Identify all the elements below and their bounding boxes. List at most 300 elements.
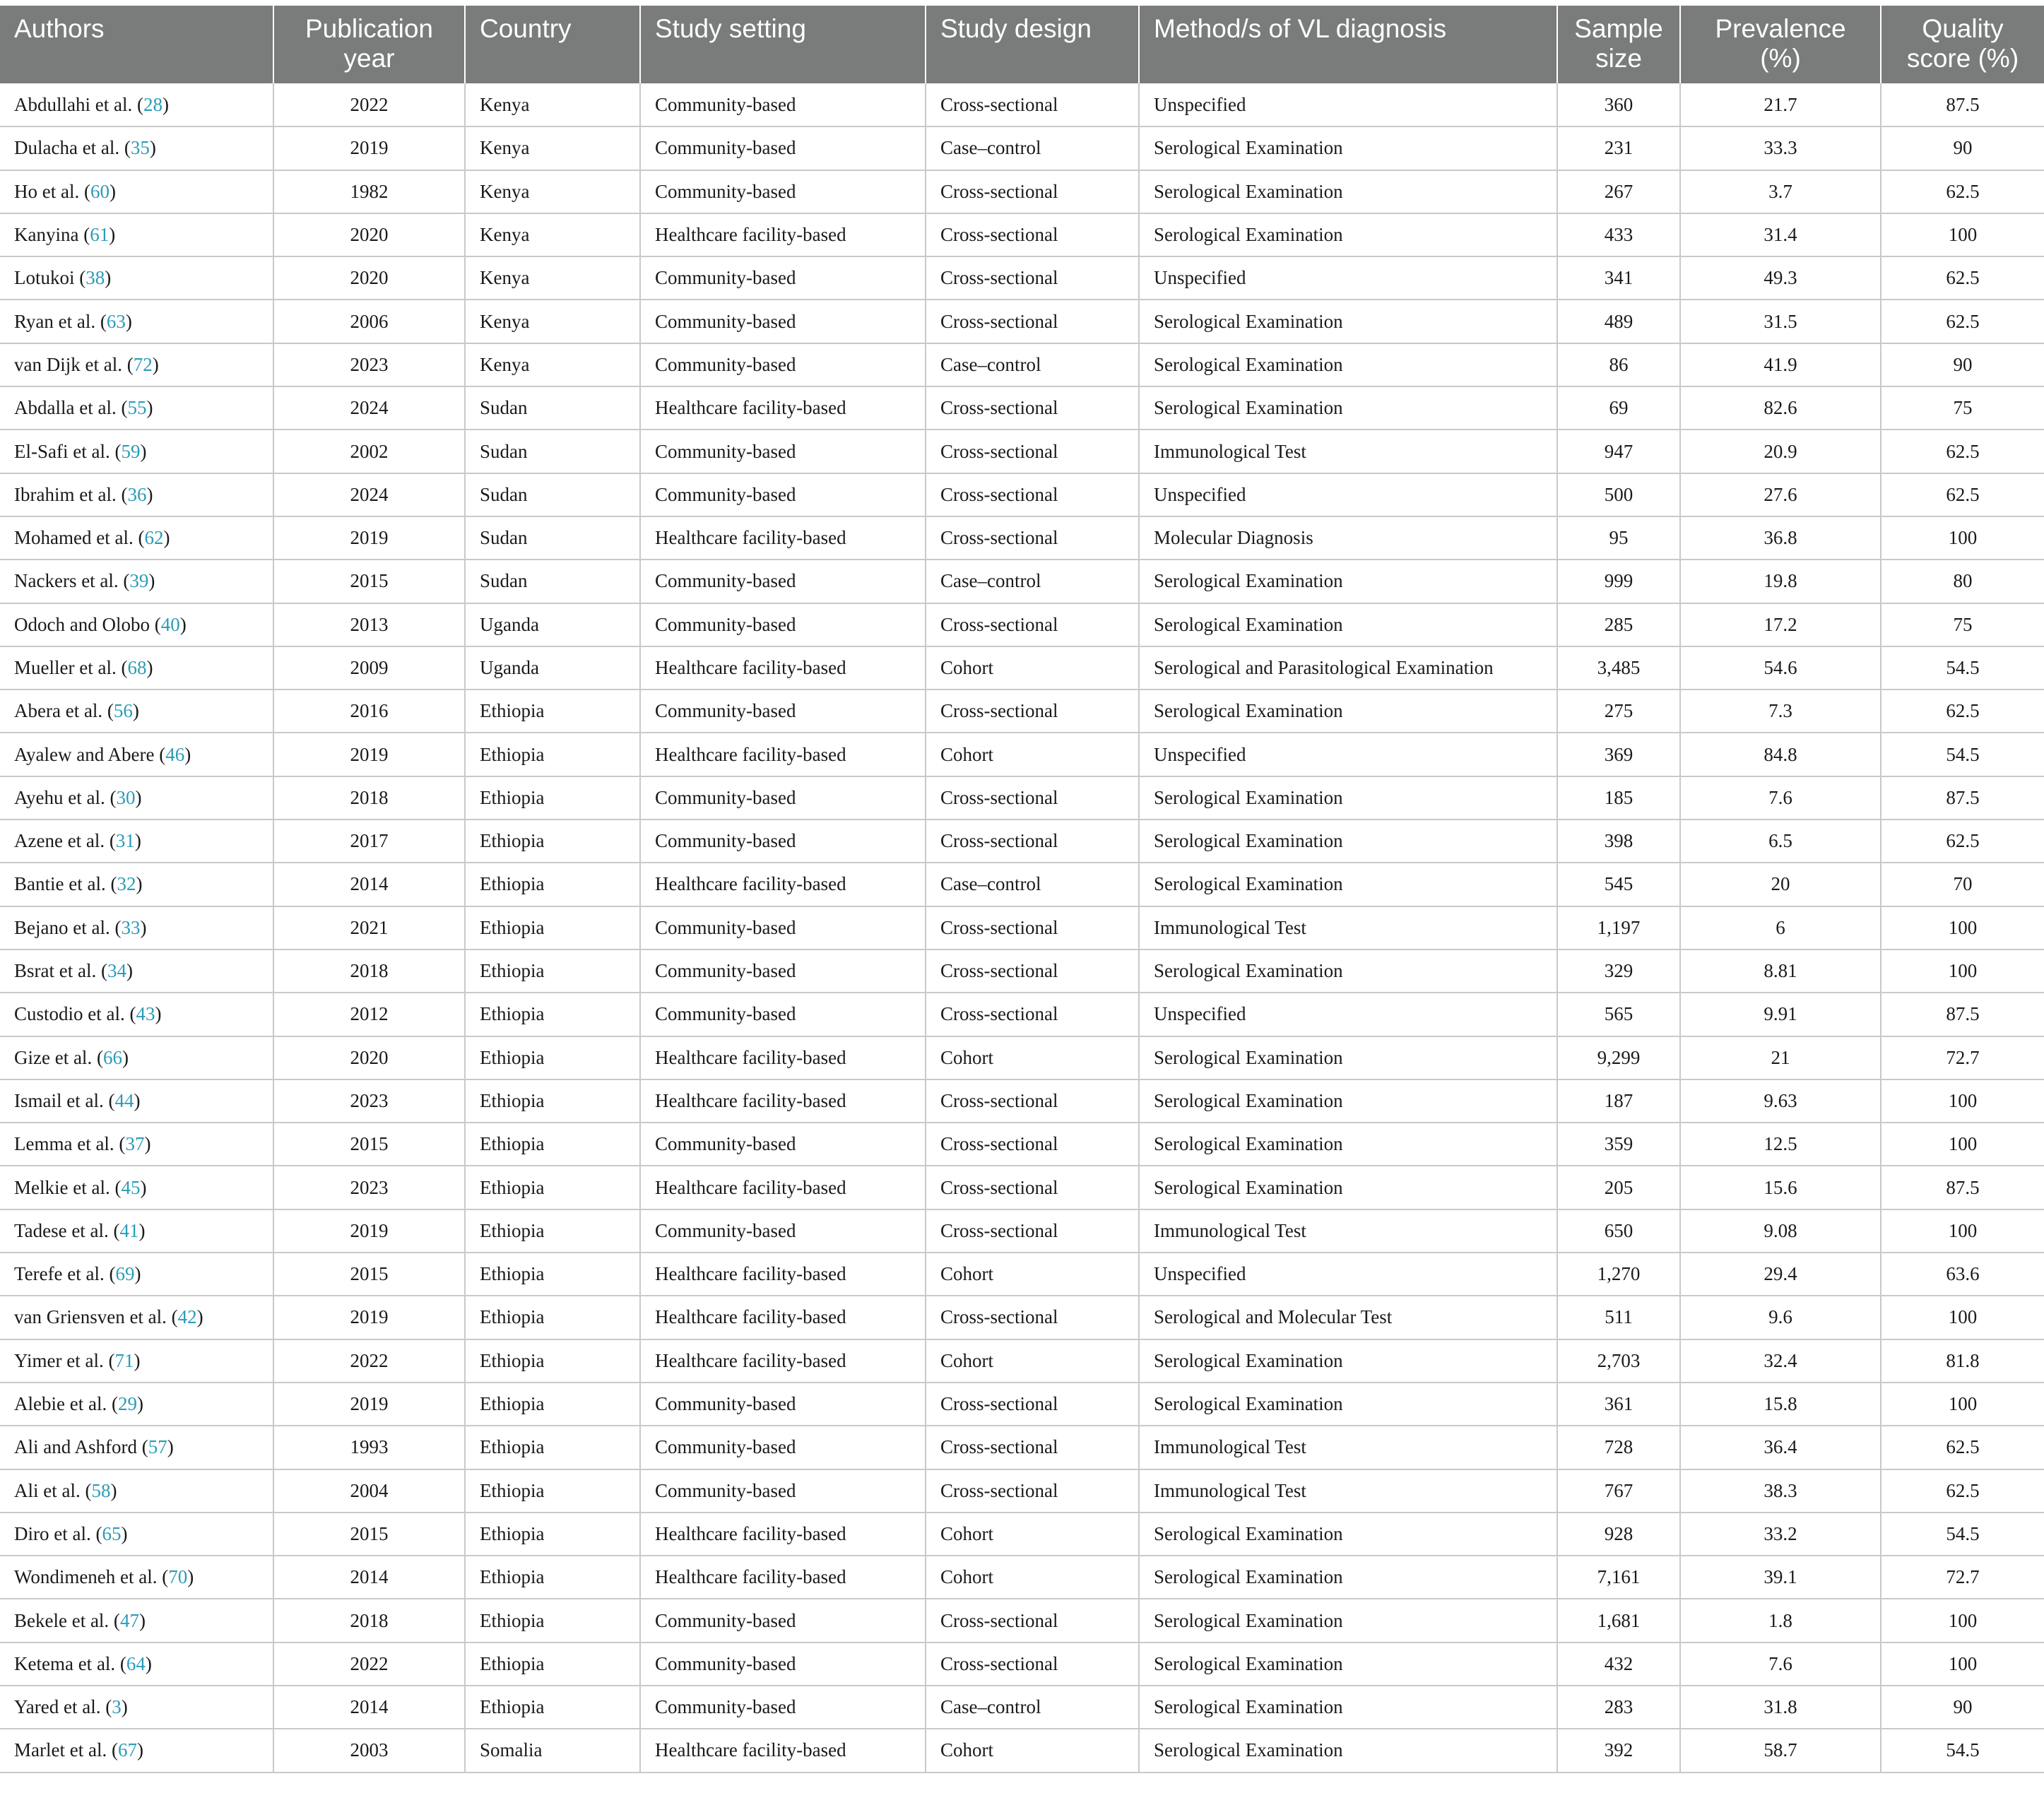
- reference-close-paren: ): [140, 1176, 147, 1198]
- cell-prevalence: 21.7: [1680, 83, 1881, 126]
- cell-author: [0, 1166, 273, 1209]
- table-row: [0, 343, 2044, 386]
- cell-country: Ethiopia: [465, 1296, 640, 1339]
- cell-author: [0, 603, 273, 646]
- cell-prevalence: 9.6: [1680, 1296, 1881, 1339]
- reference-link[interactable]: 31: [115, 830, 135, 852]
- cell-design: Cross-sectional: [926, 690, 1139, 733]
- cell-setting: Community-based: [640, 126, 926, 170]
- cell-sample-size: 433: [1557, 213, 1680, 256]
- cell-design: Cohort: [926, 646, 1139, 690]
- cell-author: [0, 1729, 273, 1772]
- cell-method: Immunological Test: [1139, 1469, 1557, 1513]
- cell-method: Serological Examination: [1139, 1729, 1557, 1772]
- cell-country: Kenya: [465, 256, 640, 300]
- cell-design: Case–control: [926, 126, 1139, 170]
- cell-year: 2024: [273, 386, 465, 430]
- header-quality-score: Quality score (%): [1881, 6, 2044, 83]
- cell-country: Ethiopia: [465, 776, 640, 819]
- header-publication-year: Publication year: [273, 6, 465, 83]
- cell-quality-score: 90: [1881, 343, 2044, 386]
- cell-quality-score: 90: [1881, 126, 2044, 170]
- reference-link[interactable]: 32: [117, 873, 136, 895]
- table-row: [0, 1383, 2044, 1426]
- cell-setting: Healthcare facility-based: [640, 1556, 926, 1599]
- cell-prevalence: 31.8: [1680, 1686, 1881, 1729]
- cell-country: Ethiopia: [465, 1469, 640, 1513]
- reference-link[interactable]: 58: [91, 1479, 111, 1501]
- cell-sample-size: 187: [1557, 1079, 1680, 1123]
- cell-setting: Healthcare facility-based: [640, 733, 926, 776]
- table-row: [0, 516, 2044, 560]
- cell-country: Kenya: [465, 213, 640, 256]
- cell-quality-score: 100: [1881, 1209, 2044, 1253]
- cell-design: Cross-sectional: [926, 1296, 1139, 1339]
- cell-prevalence: 7.6: [1680, 776, 1881, 819]
- table-row: [0, 863, 2044, 906]
- cell-author: [0, 863, 273, 906]
- cell-design: Case–control: [926, 863, 1139, 906]
- cell-author: [0, 1339, 273, 1383]
- author-name: Ibrahim et al. (: [14, 483, 128, 505]
- cell-author: [0, 646, 273, 690]
- cell-design: Cross-sectional: [926, 776, 1139, 819]
- cell-quality-score: 62.5: [1881, 473, 2044, 516]
- reference-link[interactable]: 71: [114, 1349, 134, 1371]
- cell-author: [0, 516, 273, 560]
- cell-setting: Community-based: [640, 1643, 926, 1686]
- author-name: Kanyina (: [14, 224, 90, 246]
- cell-prevalence: 9.63: [1680, 1079, 1881, 1123]
- reference-link[interactable]: 3: [112, 1696, 122, 1718]
- reference-link[interactable]: 34: [107, 960, 126, 982]
- cell-author: [0, 1036, 273, 1079]
- cell-quality-score: 90: [1881, 1686, 2044, 1729]
- author-name: Terefe et al. (: [14, 1263, 116, 1285]
- reference-link[interactable]: 57: [148, 1436, 167, 1458]
- cell-author: [0, 83, 273, 126]
- reference-link[interactable]: 35: [130, 137, 150, 159]
- cell-quality-score: 80: [1881, 560, 2044, 603]
- cell-design: Cross-sectional: [926, 1166, 1139, 1209]
- cell-sample-size: 489: [1557, 300, 1680, 343]
- reference-link[interactable]: 30: [116, 786, 136, 808]
- reference-link[interactable]: 37: [125, 1133, 145, 1155]
- cell-method: Serological and Parasitological Examination: [1139, 646, 1557, 690]
- cell-country: Kenya: [465, 300, 640, 343]
- cell-design: Cross-sectional: [926, 1469, 1139, 1513]
- table-row: [0, 430, 2044, 473]
- cell-sample-size: 1,270: [1557, 1253, 1680, 1296]
- reference-close-paren: ): [109, 180, 116, 202]
- cell-prevalence: 1.8: [1680, 1599, 1881, 1642]
- cell-country: Ethiopia: [465, 690, 640, 733]
- table-row: [0, 646, 2044, 690]
- cell-country: Ethiopia: [465, 993, 640, 1036]
- reference-link[interactable]: 36: [127, 483, 147, 505]
- reference-link[interactable]: 64: [126, 1652, 146, 1674]
- cell-year: 2019: [273, 516, 465, 560]
- author-name: Abdalla et al. (: [14, 397, 128, 419]
- reference-link[interactable]: 41: [119, 1219, 139, 1241]
- cell-sample-size: 999: [1557, 560, 1680, 603]
- cell-year: 2018: [273, 949, 465, 993]
- cell-year: 2022: [273, 1339, 465, 1383]
- cell-prevalence: 82.6: [1680, 386, 1881, 430]
- author-name: El-Safi et al. (: [14, 440, 122, 462]
- cell-method: Serological Examination: [1139, 1166, 1557, 1209]
- cell-method: Serological Examination: [1139, 1123, 1557, 1166]
- author-name: Yimer et al. (: [14, 1349, 115, 1371]
- author-name: Mohamed et al. (: [14, 527, 145, 549]
- cell-sample-size: 9,299: [1557, 1036, 1680, 1079]
- reference-link[interactable]: 68: [127, 657, 147, 678]
- reference-link[interactable]: 43: [136, 1003, 155, 1025]
- author-name: Ketema et al. (: [14, 1652, 126, 1674]
- cell-design: Cross-sectional: [926, 213, 1139, 256]
- cell-design: Cross-sectional: [926, 1209, 1139, 1253]
- reference-close-paren: ): [140, 916, 147, 938]
- cell-country: Ethiopia: [465, 1253, 640, 1296]
- reference-link[interactable]: 47: [119, 1609, 139, 1631]
- cell-method: Serological and Molecular Test: [1139, 1296, 1557, 1339]
- cell-sample-size: 361: [1557, 1383, 1680, 1426]
- cell-method: Serological Examination: [1139, 1686, 1557, 1729]
- cell-method: Unspecified: [1139, 256, 1557, 300]
- table-row: [0, 1556, 2044, 1599]
- cell-setting: Community-based: [640, 1469, 926, 1513]
- cell-sample-size: 231: [1557, 126, 1680, 170]
- cell-setting: Community-based: [640, 1383, 926, 1426]
- cell-author: [0, 473, 273, 516]
- reference-link[interactable]: 70: [168, 1566, 188, 1588]
- table-row: [0, 603, 2044, 646]
- cell-year: 2009: [273, 646, 465, 690]
- cell-design: Cross-sectional: [926, 386, 1139, 430]
- cell-author: [0, 733, 273, 776]
- header-method: Method/s of VL diagnosis: [1139, 6, 1557, 83]
- cell-quality-score: 54.5: [1881, 646, 2044, 690]
- cell-year: 2023: [273, 1079, 465, 1123]
- cell-setting: Community-based: [640, 690, 926, 733]
- table-row: [0, 776, 2044, 819]
- cell-method: Serological Examination: [1139, 1383, 1557, 1426]
- cell-year: 2015: [273, 1253, 465, 1296]
- author-name: Mueller et al. (: [14, 657, 128, 678]
- cell-sample-size: 3,485: [1557, 646, 1680, 690]
- cell-prevalence: 15.6: [1680, 1166, 1881, 1209]
- cell-year: 2013: [273, 603, 465, 646]
- author-name: Bekele et al. (: [14, 1609, 120, 1631]
- author-name: van Dijk et al. (: [14, 353, 134, 375]
- cell-prevalence: 29.4: [1680, 1253, 1881, 1296]
- cell-year: 2006: [273, 300, 465, 343]
- cell-design: Cross-sectional: [926, 819, 1139, 863]
- cell-sample-size: 565: [1557, 993, 1680, 1036]
- reference-close-paren: ): [134, 1349, 141, 1371]
- cell-setting: Community-based: [640, 1599, 926, 1642]
- cell-setting: Community-based: [640, 776, 926, 819]
- reference-close-paren: ): [196, 1306, 203, 1328]
- cell-design: Cross-sectional: [926, 473, 1139, 516]
- cell-year: 2017: [273, 819, 465, 863]
- cell-quality-score: 54.5: [1881, 1513, 2044, 1556]
- author-name: Yared et al. (: [14, 1696, 112, 1718]
- cell-sample-size: 7,161: [1557, 1556, 1680, 1599]
- cell-setting: Healthcare facility-based: [640, 1296, 926, 1339]
- reference-link[interactable]: 42: [177, 1306, 197, 1328]
- cell-quality-score: 100: [1881, 949, 2044, 993]
- reference-link[interactable]: 45: [121, 1176, 141, 1198]
- cell-country: Ethiopia: [465, 733, 640, 776]
- cell-design: Cohort: [926, 1339, 1139, 1383]
- cell-country: Sudan: [465, 386, 640, 430]
- reference-close-paren: ): [140, 440, 147, 462]
- cell-setting: Healthcare facility-based: [640, 1036, 926, 1079]
- cell-sample-size: 267: [1557, 170, 1680, 213]
- cell-country: Ethiopia: [465, 1079, 640, 1123]
- cell-sample-size: 511: [1557, 1296, 1680, 1339]
- cell-design: Cross-sectional: [926, 1123, 1139, 1166]
- cell-quality-score: 75: [1881, 603, 2044, 646]
- cell-author: [0, 1469, 273, 1513]
- cell-country: Somalia: [465, 1729, 640, 1772]
- cell-method: Molecular Diagnosis: [1139, 516, 1557, 560]
- reference-link[interactable]: 39: [129, 570, 149, 592]
- cell-author: [0, 213, 273, 256]
- cell-country: Ethiopia: [465, 1643, 640, 1686]
- reference-close-paren: ): [134, 1263, 141, 1285]
- cell-design: Cross-sectional: [926, 993, 1139, 1036]
- cell-year: 2020: [273, 213, 465, 256]
- reference-close-paren: ): [132, 700, 139, 722]
- cell-quality-score: 62.5: [1881, 819, 2044, 863]
- cell-sample-size: 185: [1557, 776, 1680, 819]
- cell-design: Cross-sectional: [926, 256, 1139, 300]
- cell-sample-size: 360: [1557, 83, 1680, 126]
- cell-quality-score: 62.5: [1881, 300, 2044, 343]
- header-study-setting: Study setting: [640, 6, 926, 83]
- cell-method: Serological Examination: [1139, 170, 1557, 213]
- reference-close-paren: ): [187, 1566, 194, 1588]
- cell-quality-score: 62.5: [1881, 170, 2044, 213]
- cell-quality-score: 100: [1881, 213, 2044, 256]
- cell-method: Serological Examination: [1139, 213, 1557, 256]
- cell-year: 2015: [273, 1123, 465, 1166]
- cell-sample-size: 369: [1557, 733, 1680, 776]
- reference-link[interactable]: 62: [144, 527, 164, 549]
- cell-sample-size: 947: [1557, 430, 1680, 473]
- cell-country: Sudan: [465, 473, 640, 516]
- cell-author: [0, 343, 273, 386]
- author-name: Custodio et al. (: [14, 1003, 136, 1025]
- cell-setting: Community-based: [640, 993, 926, 1036]
- reference-link[interactable]: 65: [102, 1522, 122, 1544]
- cell-sample-size: 69: [1557, 386, 1680, 430]
- author-name: Azene et al. (: [14, 830, 116, 852]
- reference-link[interactable]: 72: [133, 353, 153, 375]
- header-study-design: Study design: [926, 6, 1139, 83]
- cell-quality-score: 87.5: [1881, 1166, 2044, 1209]
- reference-link[interactable]: 33: [121, 916, 141, 938]
- cell-year: 2014: [273, 863, 465, 906]
- reference-link[interactable]: 44: [114, 1089, 134, 1111]
- reference-link[interactable]: 59: [121, 440, 141, 462]
- cell-sample-size: 650: [1557, 1209, 1680, 1253]
- cell-prevalence: 21: [1680, 1036, 1881, 1079]
- reference-close-paren: ): [152, 353, 159, 375]
- cell-design: Cohort: [926, 1036, 1139, 1079]
- cell-author: [0, 170, 273, 213]
- author-name: Bejano et al. (: [14, 916, 122, 938]
- cell-author: [0, 819, 273, 863]
- author-name: Melkie et al. (: [14, 1176, 122, 1198]
- table-row: [0, 126, 2044, 170]
- cell-country: Kenya: [465, 126, 640, 170]
- cell-method: Serological Examination: [1139, 386, 1557, 430]
- cell-author: [0, 560, 273, 603]
- cell-method: Serological Examination: [1139, 560, 1557, 603]
- reference-link[interactable]: 40: [160, 613, 180, 635]
- reference-link[interactable]: 28: [143, 93, 163, 115]
- cell-design: Cohort: [926, 1556, 1139, 1599]
- cell-year: 2012: [273, 993, 465, 1036]
- cell-year: 2018: [273, 1599, 465, 1642]
- cell-design: Case–control: [926, 560, 1139, 603]
- cell-country: Kenya: [465, 170, 640, 213]
- reference-link[interactable]: 29: [117, 1393, 137, 1415]
- cell-author: [0, 1123, 273, 1166]
- cell-year: 2022: [273, 83, 465, 126]
- cell-design: Cohort: [926, 1729, 1139, 1772]
- header-sample-size: Sample size: [1557, 6, 1680, 83]
- cell-design: Cohort: [926, 733, 1139, 776]
- cell-method: Unspecified: [1139, 733, 1557, 776]
- cell-prevalence: 58.7: [1680, 1729, 1881, 1772]
- reference-link[interactable]: 67: [117, 1739, 137, 1761]
- cell-author: [0, 776, 273, 819]
- reference-close-paren: ): [136, 1739, 143, 1761]
- cell-quality-score: 72.7: [1881, 1036, 2044, 1079]
- cell-method: Serological Examination: [1139, 1599, 1557, 1642]
- cell-setting: Community-based: [640, 473, 926, 516]
- reference-link[interactable]: 38: [85, 267, 105, 289]
- cell-design: Cross-sectional: [926, 603, 1139, 646]
- reference-close-paren: ): [163, 527, 170, 549]
- cell-country: Ethiopia: [465, 949, 640, 993]
- reference-close-paren: ): [149, 137, 156, 159]
- cell-quality-score: 54.5: [1881, 733, 2044, 776]
- cell-sample-size: 767: [1557, 1469, 1680, 1513]
- reference-close-paren: ): [179, 613, 187, 635]
- cell-sample-size: 545: [1557, 863, 1680, 906]
- author-name: Dulacha et al. (: [14, 137, 131, 159]
- cell-setting: Community-based: [640, 343, 926, 386]
- cell-prevalence: 36.8: [1680, 516, 1881, 560]
- cell-setting: Healthcare facility-based: [640, 213, 926, 256]
- reference-link[interactable]: 69: [115, 1263, 135, 1285]
- reference-link[interactable]: 61: [90, 224, 110, 246]
- cell-method: Serological Examination: [1139, 1339, 1557, 1383]
- cell-year: 2014: [273, 1686, 465, 1729]
- reference-link[interactable]: 66: [102, 1046, 122, 1068]
- cell-author: [0, 256, 273, 300]
- cell-quality-score: 62.5: [1881, 1469, 2044, 1513]
- cell-country: Ethiopia: [465, 1556, 640, 1599]
- cell-country: Ethiopia: [465, 1123, 640, 1166]
- reference-close-paren: ): [184, 743, 191, 765]
- cell-year: 2019: [273, 1296, 465, 1339]
- cell-method: Immunological Test: [1139, 906, 1557, 949]
- cell-method: Serological Examination: [1139, 819, 1557, 863]
- cell-setting: Community-based: [640, 300, 926, 343]
- cell-country: Ethiopia: [465, 863, 640, 906]
- reference-close-paren: ): [136, 1393, 143, 1415]
- reference-link[interactable]: 46: [165, 743, 185, 765]
- reference-close-paren: ): [167, 1436, 174, 1458]
- cell-sample-size: 95: [1557, 516, 1680, 560]
- reference-link[interactable]: 56: [113, 700, 133, 722]
- cell-sample-size: 1,197: [1557, 906, 1680, 949]
- cell-prevalence: 32.4: [1680, 1339, 1881, 1383]
- table-row: [0, 386, 2044, 430]
- cell-quality-score: 100: [1881, 1079, 2044, 1123]
- cell-design: Cross-sectional: [926, 430, 1139, 473]
- cell-quality-score: 100: [1881, 1599, 2044, 1642]
- author-name: Ayehu et al. (: [14, 786, 117, 808]
- header-country: Country: [465, 6, 640, 83]
- reference-link[interactable]: 60: [90, 180, 110, 202]
- reference-close-paren: ): [134, 1089, 141, 1111]
- cell-author: [0, 906, 273, 949]
- header-row: [0, 6, 2044, 83]
- cell-quality-score: 62.5: [1881, 256, 2044, 300]
- table-row: [0, 1513, 2044, 1556]
- cell-country: Ethiopia: [465, 1166, 640, 1209]
- cell-country: Uganda: [465, 646, 640, 690]
- cell-year: 2019: [273, 126, 465, 170]
- cell-design: Case–control: [926, 343, 1139, 386]
- cell-quality-score: 100: [1881, 1296, 2044, 1339]
- reference-close-paren: ): [138, 1609, 146, 1631]
- reference-close-paren: ): [136, 873, 143, 895]
- cell-country: Ethiopia: [465, 1383, 640, 1426]
- cell-country: Ethiopia: [465, 1686, 640, 1729]
- cell-prevalence: 31.5: [1680, 300, 1881, 343]
- cell-prevalence: 84.8: [1680, 733, 1881, 776]
- table-row: [0, 1209, 2044, 1253]
- cell-quality-score: 63.6: [1881, 1253, 2044, 1296]
- reference-close-paren: ): [125, 310, 132, 332]
- cell-prevalence: 9.08: [1680, 1209, 1881, 1253]
- cell-method: Serological Examination: [1139, 1556, 1557, 1599]
- cell-prevalence: 38.3: [1680, 1469, 1881, 1513]
- cell-year: 2003: [273, 1729, 465, 1772]
- cell-country: Kenya: [465, 83, 640, 126]
- cell-prevalence: 3.7: [1680, 170, 1881, 213]
- table-row: [0, 1079, 2044, 1123]
- cell-country: Ethiopia: [465, 1513, 640, 1556]
- cell-setting: Healthcare facility-based: [640, 386, 926, 430]
- cell-method: Serological Examination: [1139, 1513, 1557, 1556]
- cell-setting: Healthcare facility-based: [640, 1079, 926, 1123]
- reference-link[interactable]: 55: [127, 397, 147, 419]
- cell-design: Cohort: [926, 1513, 1139, 1556]
- reference-link[interactable]: 63: [106, 310, 126, 332]
- author-name: Lotukoi (: [14, 267, 86, 289]
- cell-author: [0, 430, 273, 473]
- table-row: [0, 1729, 2044, 1772]
